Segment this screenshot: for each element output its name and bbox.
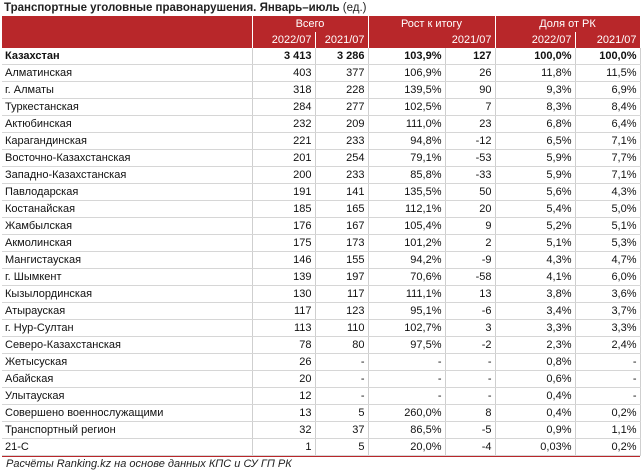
- table-row: [2, 405, 640, 422]
- table-row: [2, 371, 640, 388]
- total-2022: 139: [252, 269, 315, 286]
- growth-percent: 85,8%: [368, 167, 445, 184]
- table-header: [2, 16, 640, 48]
- region-name: г. Нур-Султан: [2, 320, 252, 337]
- share-2022: 8,3%: [495, 99, 575, 116]
- growth-percent: 79,1%: [368, 150, 445, 167]
- growth-diff: 13: [445, 286, 495, 303]
- total-2021: 173: [315, 235, 368, 252]
- header-share-2022: 2022/07: [495, 32, 575, 48]
- table-row: [2, 201, 640, 218]
- growth-diff: 20: [445, 201, 495, 218]
- growth-percent: 86,5%: [368, 422, 445, 439]
- growth-percent: -: [368, 371, 445, 388]
- header-region-blank-2: [2, 32, 252, 48]
- table-row: [2, 150, 640, 167]
- growth-percent: 112,1%: [368, 201, 445, 218]
- share-2021: 5,3%: [575, 235, 640, 252]
- header-group-share: Доля от РК: [495, 16, 640, 32]
- total-2022: 185: [252, 201, 315, 218]
- growth-diff: -: [445, 354, 495, 371]
- source-note: Расчёты Ranking.kz на основе данных КПС и СУ ГП РК: [2, 456, 640, 472]
- growth-diff: 23: [445, 116, 495, 133]
- table-row: [2, 269, 640, 286]
- share-2022: 9,3%: [495, 82, 575, 99]
- growth-percent: 103,9%: [368, 48, 445, 65]
- growth-diff: -2: [445, 337, 495, 354]
- total-2021: 167: [315, 218, 368, 235]
- table-row: [2, 286, 640, 303]
- table-row: [2, 184, 640, 201]
- growth-diff: 8: [445, 405, 495, 422]
- total-2022: 318: [252, 82, 315, 99]
- growth-diff: -6: [445, 303, 495, 320]
- share-2021: -: [575, 371, 640, 388]
- region-name: Мангистауская: [2, 252, 252, 269]
- growth-diff: -: [445, 388, 495, 405]
- table-row-total: [2, 48, 640, 65]
- region-name: Абайская: [2, 371, 252, 388]
- growth-diff: -: [445, 371, 495, 388]
- total-2021: 117: [315, 286, 368, 303]
- total-2021: 141: [315, 184, 368, 201]
- total-2022: 3 413: [252, 48, 315, 65]
- total-2021: 233: [315, 133, 368, 150]
- total-2021: 165: [315, 201, 368, 218]
- share-2021: 1,1%: [575, 422, 640, 439]
- share-2022: 100,0%: [495, 48, 575, 65]
- share-2021: 4,7%: [575, 252, 640, 269]
- total-2022: 12: [252, 388, 315, 405]
- region-name: Жетысуская: [2, 354, 252, 371]
- share-2022: 0,4%: [495, 388, 575, 405]
- total-2021: 110: [315, 320, 368, 337]
- share-2022: 2,3%: [495, 337, 575, 354]
- share-2021: 100,0%: [575, 48, 640, 65]
- share-2021: 3,3%: [575, 320, 640, 337]
- total-2022: 1: [252, 439, 315, 456]
- share-2021: 3,6%: [575, 286, 640, 303]
- header-total-2021: 2021/07: [315, 32, 368, 48]
- total-2022: 221: [252, 133, 315, 150]
- share-2022: 0,8%: [495, 354, 575, 371]
- growth-diff: -53: [445, 150, 495, 167]
- share-2022: 5,2%: [495, 218, 575, 235]
- header-group-total: Всего: [252, 16, 368, 32]
- region-name: Транспортный регион: [2, 422, 252, 439]
- region-name: Восточно-Казахстанская: [2, 150, 252, 167]
- total-2022: 201: [252, 150, 315, 167]
- growth-percent: 95,1%: [368, 303, 445, 320]
- total-2021: 233: [315, 167, 368, 184]
- total-2021: 197: [315, 269, 368, 286]
- growth-diff: -33: [445, 167, 495, 184]
- total-2022: 146: [252, 252, 315, 269]
- region-name: Жамбылская: [2, 218, 252, 235]
- region-name: Атырауская: [2, 303, 252, 320]
- region-name: Туркестанская: [2, 99, 252, 116]
- total-2021: -: [315, 354, 368, 371]
- share-2022: 0,6%: [495, 371, 575, 388]
- share-2021: -: [575, 354, 640, 371]
- share-2022: 5,9%: [495, 150, 575, 167]
- total-2021: 37: [315, 422, 368, 439]
- share-2021: -: [575, 388, 640, 405]
- share-2021: 6,0%: [575, 269, 640, 286]
- growth-percent: 94,8%: [368, 133, 445, 150]
- table-row: [2, 337, 640, 354]
- total-2021: 5: [315, 405, 368, 422]
- growth-percent: -: [368, 388, 445, 405]
- share-2022: 3,8%: [495, 286, 575, 303]
- share-2021: 2,4%: [575, 337, 640, 354]
- total-2022: 13: [252, 405, 315, 422]
- growth-percent: 102,7%: [368, 320, 445, 337]
- share-2021: 11,5%: [575, 65, 640, 82]
- share-2021: 7,1%: [575, 167, 640, 184]
- header-growth-year: 2021/07: [368, 32, 495, 48]
- growth-percent: 111,0%: [368, 116, 445, 133]
- growth-diff: 7: [445, 99, 495, 116]
- region-name: Западно-Казахстанская: [2, 167, 252, 184]
- total-2021: 254: [315, 150, 368, 167]
- total-2022: 32: [252, 422, 315, 439]
- total-2021: 5: [315, 439, 368, 456]
- growth-diff: -58: [445, 269, 495, 286]
- share-2021: 0,2%: [575, 439, 640, 456]
- table-row: [2, 320, 640, 337]
- share-2022: 11,8%: [495, 65, 575, 82]
- region-name: г. Шымкент: [2, 269, 252, 286]
- growth-percent: 105,4%: [368, 218, 445, 235]
- growth-diff: 50: [445, 184, 495, 201]
- share-2021: 6,4%: [575, 116, 640, 133]
- share-2021: 6,9%: [575, 82, 640, 99]
- growth-diff: 127: [445, 48, 495, 65]
- header-total-2022: 2022/07: [252, 32, 315, 48]
- header-region-blank: [2, 16, 252, 32]
- region-name: Казахстан: [2, 48, 252, 65]
- region-name: Алматинская: [2, 65, 252, 82]
- share-2022: 4,3%: [495, 252, 575, 269]
- table-row: [2, 133, 640, 150]
- total-2021: 377: [315, 65, 368, 82]
- total-2022: 130: [252, 286, 315, 303]
- region-name: Улытауская: [2, 388, 252, 405]
- growth-percent: 139,5%: [368, 82, 445, 99]
- share-2022: 6,5%: [495, 133, 575, 150]
- total-2021: -: [315, 371, 368, 388]
- total-2021: 228: [315, 82, 368, 99]
- region-name: Северо-Казахстанская: [2, 337, 252, 354]
- growth-diff: 3: [445, 320, 495, 337]
- total-2021: -: [315, 388, 368, 405]
- share-2022: 0,03%: [495, 439, 575, 456]
- total-2022: 78: [252, 337, 315, 354]
- table-row: [2, 439, 640, 456]
- total-2022: 176: [252, 218, 315, 235]
- table-row: [2, 218, 640, 235]
- total-2021: 123: [315, 303, 368, 320]
- total-2022: 200: [252, 167, 315, 184]
- growth-percent: 260,0%: [368, 405, 445, 422]
- total-2021: 277: [315, 99, 368, 116]
- growth-diff: -5: [445, 422, 495, 439]
- growth-percent: 135,5%: [368, 184, 445, 201]
- table-row: [2, 303, 640, 320]
- total-2021: 80: [315, 337, 368, 354]
- growth-diff: -12: [445, 133, 495, 150]
- header-share-2021: 2021/07: [575, 32, 640, 48]
- share-2022: 4,1%: [495, 269, 575, 286]
- table-title: [0, 0, 642, 16]
- header-row-years: [2, 32, 640, 48]
- share-2022: 5,1%: [495, 235, 575, 252]
- crime-table: [2, 16, 641, 456]
- growth-percent: 111,1%: [368, 286, 445, 303]
- title-unit: (ед.): [342, 2, 367, 14]
- growth-percent: -: [368, 354, 445, 371]
- total-2022: 191: [252, 184, 315, 201]
- table-row: [2, 354, 640, 371]
- growth-percent: 94,2%: [368, 252, 445, 269]
- share-2021: 5,1%: [575, 218, 640, 235]
- region-name: Акмолинская: [2, 235, 252, 252]
- region-name: г. Алматы: [2, 82, 252, 99]
- table-row: [2, 99, 640, 116]
- region-name: Совершено военнослужащими: [2, 405, 252, 422]
- title-main: Транспортные уголовные правонарушения. Январь–июль: [4, 2, 340, 14]
- growth-diff: 26: [445, 65, 495, 82]
- share-2022: 5,6%: [495, 184, 575, 201]
- table-row: [2, 235, 640, 252]
- share-2021: 3,7%: [575, 303, 640, 320]
- total-2022: 26: [252, 354, 315, 371]
- growth-percent: 106,9%: [368, 65, 445, 82]
- table-row: [2, 422, 640, 439]
- share-2022: 5,9%: [495, 167, 575, 184]
- table-row: [2, 82, 640, 99]
- growth-diff: 9: [445, 218, 495, 235]
- share-2022: 5,4%: [495, 201, 575, 218]
- growth-percent: 20,0%: [368, 439, 445, 456]
- total-2022: 232: [252, 116, 315, 133]
- region-name: Актюбинская: [2, 116, 252, 133]
- table-row: [2, 252, 640, 269]
- share-2022: 0,9%: [495, 422, 575, 439]
- total-2021: 155: [315, 252, 368, 269]
- total-2022: 284: [252, 99, 315, 116]
- growth-diff: 2: [445, 235, 495, 252]
- growth-percent: 97,5%: [368, 337, 445, 354]
- share-2021: 7,1%: [575, 133, 640, 150]
- total-2022: 113: [252, 320, 315, 337]
- share-2021: 8,4%: [575, 99, 640, 116]
- region-name: Костанайская: [2, 201, 252, 218]
- total-2022: 20: [252, 371, 315, 388]
- table-row: [2, 116, 640, 133]
- share-2022: 0,4%: [495, 405, 575, 422]
- share-2022: 3,4%: [495, 303, 575, 320]
- table-row: [2, 388, 640, 405]
- share-2021: 7,7%: [575, 150, 640, 167]
- share-2021: 4,3%: [575, 184, 640, 201]
- table-body: [2, 48, 640, 456]
- total-2022: 117: [252, 303, 315, 320]
- region-name: Кызылординская: [2, 286, 252, 303]
- total-2022: 403: [252, 65, 315, 82]
- growth-percent: 101,2%: [368, 235, 445, 252]
- growth-percent: 102,5%: [368, 99, 445, 116]
- region-name: 21-С: [2, 439, 252, 456]
- share-2022: 6,8%: [495, 116, 575, 133]
- growth-diff: -9: [445, 252, 495, 269]
- share-2022: 3,3%: [495, 320, 575, 337]
- total-2022: 175: [252, 235, 315, 252]
- share-2021: 5,0%: [575, 201, 640, 218]
- share-2021: 0,2%: [575, 405, 640, 422]
- total-2021: 209: [315, 116, 368, 133]
- region-name: Карагандинская: [2, 133, 252, 150]
- header-group-growth: Рост к итогу: [368, 16, 495, 32]
- total-2021: 3 286: [315, 48, 368, 65]
- region-name: Павлодарская: [2, 184, 252, 201]
- header-row-groups: [2, 16, 640, 32]
- growth-percent: 70,6%: [368, 269, 445, 286]
- table-row: [2, 167, 640, 184]
- growth-diff: -4: [445, 439, 495, 456]
- table-row: [2, 65, 640, 82]
- growth-diff: 90: [445, 82, 495, 99]
